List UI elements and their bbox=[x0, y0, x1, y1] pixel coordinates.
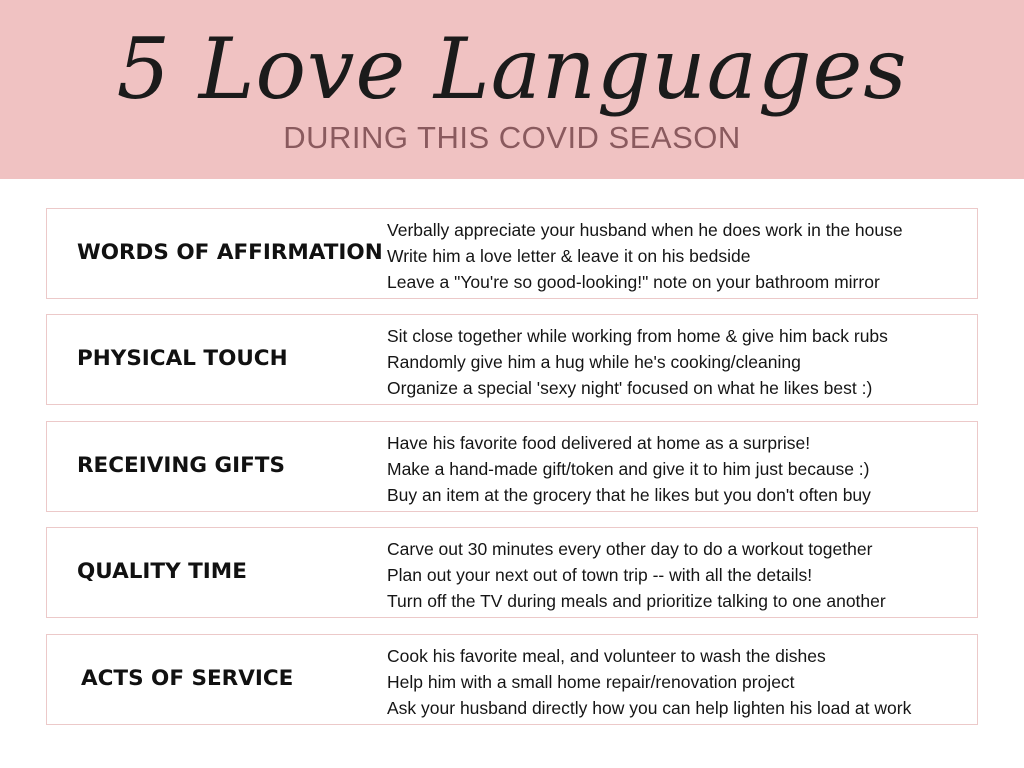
idea-item: Ask your husband directly how you can help lighten his load at work bbox=[387, 698, 912, 718]
idea-item: Organize a special 'sexy night' focused on what he likes best :) bbox=[387, 378, 873, 398]
idea-item: Have his favorite food delivered at home as a surprise! bbox=[387, 433, 811, 453]
love-language-card-quality-time bbox=[46, 527, 978, 618]
idea-item: Carve out 30 minutes every other day to do a workout together bbox=[387, 539, 873, 559]
love-language-card-receiving-gifts bbox=[46, 421, 978, 512]
page-title: 5 Love Languages bbox=[116, 20, 908, 118]
idea-item: Sit close together while working from home & give him back rubs bbox=[387, 326, 888, 346]
idea-item: Turn off the TV during meals and prioritize talking to one another bbox=[387, 591, 886, 611]
idea-item: Cook his favorite meal, and volunteer to wash the dishes bbox=[387, 646, 826, 666]
card-title: QUALITY TIME bbox=[77, 559, 247, 584]
page-subtitle: DURING THIS COVID SEASON bbox=[283, 120, 741, 155]
idea-item: Plan out your next out of town trip -- with all the details! bbox=[387, 565, 813, 585]
love-language-card-physical-touch bbox=[46, 314, 978, 405]
idea-item: Randomly give him a hug while he's cooking/cleaning bbox=[387, 352, 801, 372]
card-title: ACTS OF SERVICE bbox=[81, 666, 294, 691]
idea-list bbox=[387, 536, 886, 614]
idea-list bbox=[387, 323, 888, 401]
idea-list bbox=[387, 217, 903, 295]
idea-list bbox=[387, 643, 911, 721]
card-title: PHYSICAL TOUCH bbox=[77, 346, 288, 371]
header-banner bbox=[0, 0, 1024, 179]
idea-item: Help him with a small home repair/renovation project bbox=[387, 672, 795, 692]
love-language-card-words-of-affirmation bbox=[46, 208, 978, 299]
card-title: WORDS OF AFFIRMATION bbox=[77, 240, 383, 265]
love-language-card-acts-of-service bbox=[46, 634, 978, 725]
idea-item: Buy an item at the grocery that he likes but you don't often buy bbox=[387, 485, 871, 505]
idea-item: Write him a love letter & leave it on his bedside bbox=[387, 246, 751, 266]
card-title: RECEIVING GIFTS bbox=[77, 453, 285, 478]
idea-item: Leave a "You're so good-looking!" note on your bathroom mirror bbox=[387, 272, 880, 292]
idea-item: Make a hand-made gift/token and give it to him just because :) bbox=[387, 459, 870, 479]
idea-item: Verbally appreciate your husband when he does work in the house bbox=[387, 220, 903, 240]
idea-list bbox=[387, 430, 871, 508]
